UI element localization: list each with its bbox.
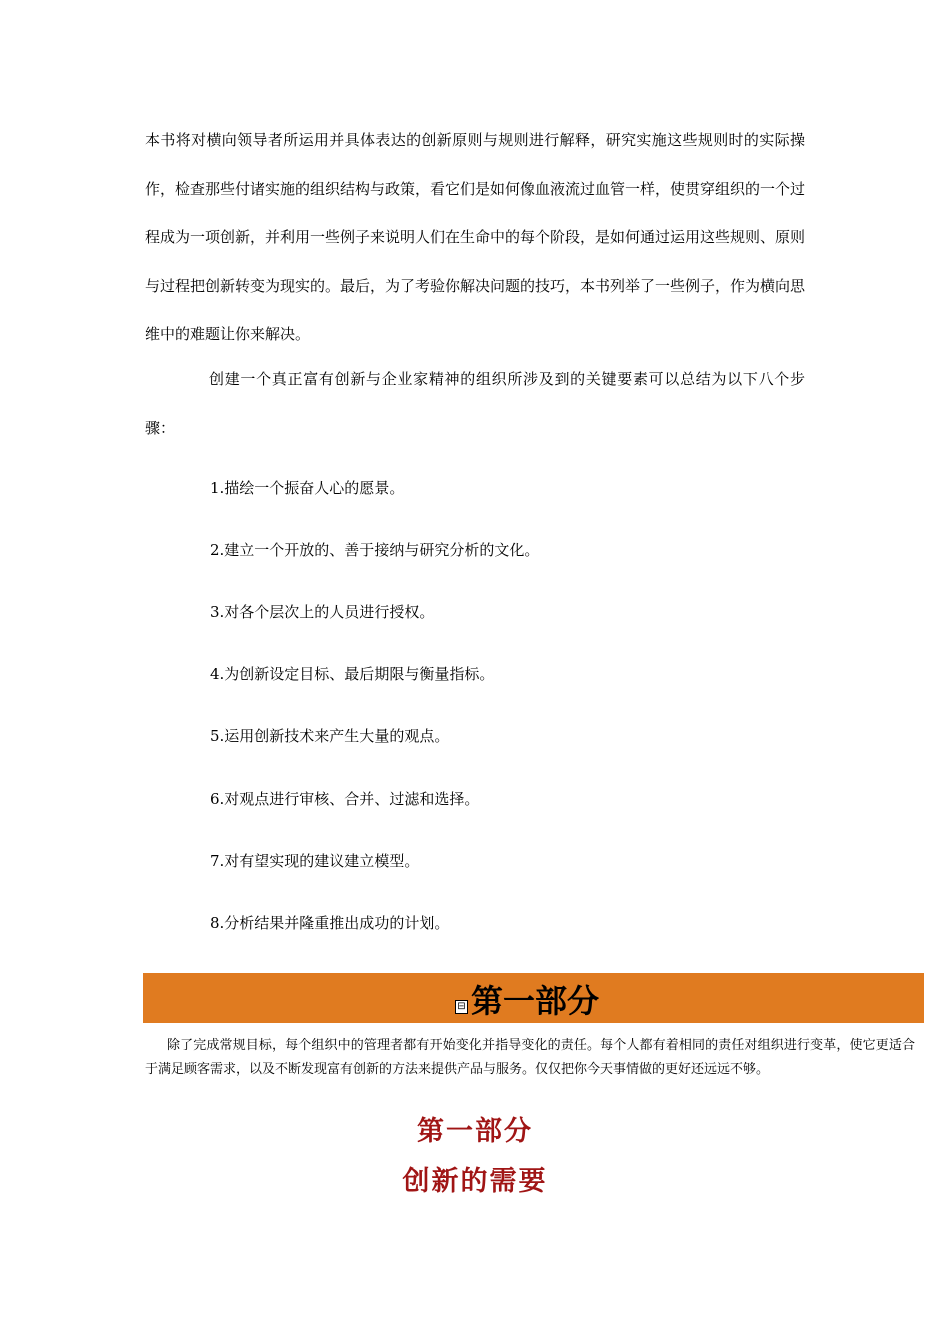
- step-item: 7.对有望实现的建议建立模型。: [210, 852, 420, 870]
- step-item: 2.建立一个开放的、善于接纳与研究分析的文化。: [210, 541, 540, 559]
- step-item: 5.运用创新技术来产生大量的观点。: [210, 727, 450, 745]
- intro-paragraph: 本书将对横向领导者所运用并具体表达的创新原则与规则进行解释，研究实施这些规则时的实际操作，检查那些付诸实施的组织结构与政策，看它们是如何像血液流过血管一样，使贯穿组织的一个过程成为一项创新，并利用一些例子来说明人们在生命中的每个阶段，是如何通过运用这些规则、原则与过程把创新转变为现实的。最后，为了考验你解决问题的技巧，本书列举了一些例子，作为横向思维中的难题让你来解决。: [145, 131, 806, 343]
- collapse-box-icon[interactable]: ⊟: [455, 1000, 468, 1014]
- steps-intro-paragraph: 创建一个真正富有创新与企业家精神的组织所涉及到的关键要素可以总结为以下八个步骤：: [145, 370, 805, 437]
- step-item: 6.对观点进行审核、合并、过滤和选择。: [210, 790, 480, 808]
- part-heading: 第一部分: [417, 1116, 533, 1147]
- banner-title: 第一部分: [471, 982, 600, 1020]
- summary-paragraph: 除了完成常规目标，每个组织中的管理者都有开始变化并指导变化的责任。每个人都有着相同的责任对组织进行变革，使它更适合于满足顾客需求，以及不断发现富有创新的方法来提供产品与服务。仅仅把你今天事情做的更好还远远不够。: [145, 1038, 915, 1077]
- step-item: 4.为创新设定目标、最后期限与衡量指标。: [210, 665, 495, 683]
- part-subheading: 创新的需要: [402, 1166, 548, 1197]
- step-item: 8.分析结果并隆重推出成功的计划。: [210, 914, 450, 932]
- step-item: 3.对各个层次上的人员进行授权。: [210, 603, 435, 621]
- step-item: 1.描绘一个振奋人心的愿景。: [210, 479, 405, 497]
